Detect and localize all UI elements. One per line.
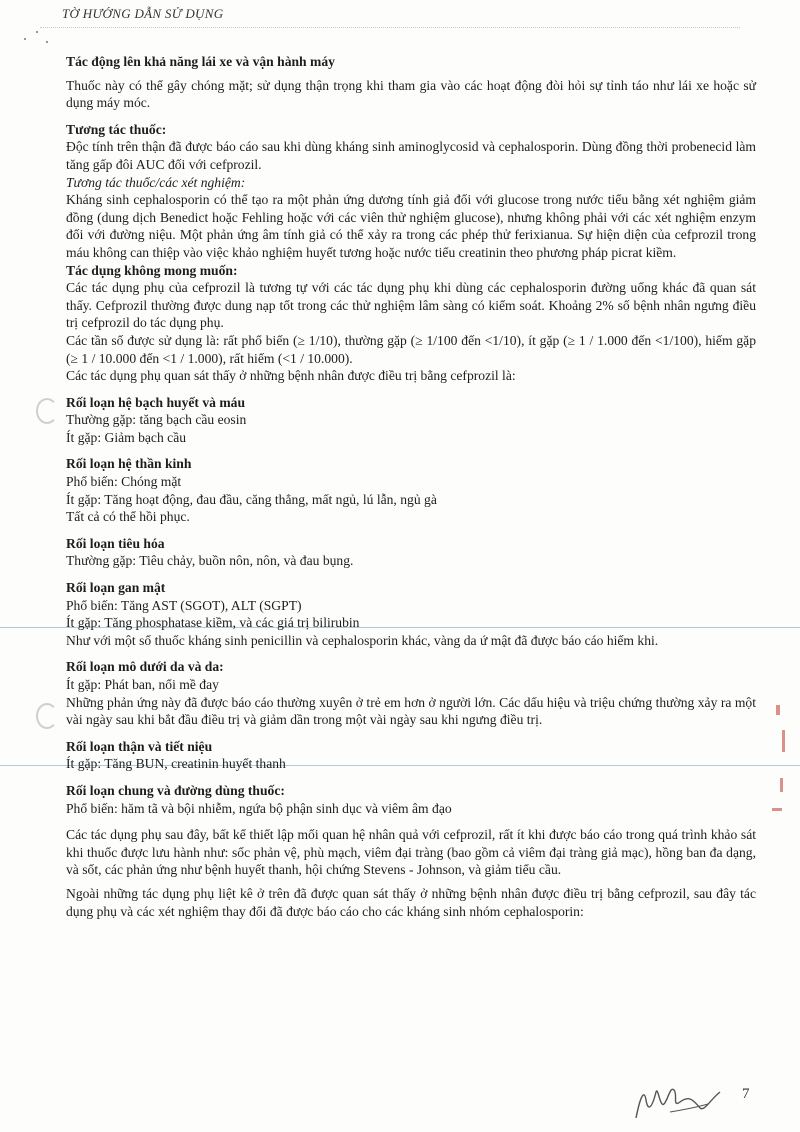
kidney-line-1: Ít gặp: Tăng BUN, creatinin huyết thanh xyxy=(66,756,286,772)
nervous-line-3: Tất cả có thể hồi phục. xyxy=(66,509,190,525)
section-heading-general: Rối loạn chung và đường dùng thuốc: xyxy=(66,782,285,798)
margin-mark xyxy=(780,778,783,792)
section-heading-liver: Rối loạn gan mật xyxy=(66,580,166,596)
section-heading-driving: Tác động lên khả năng lái xe và vận hành máy xyxy=(66,54,335,69)
page-number: 7 xyxy=(742,1086,750,1102)
interactions-text: Độc tính trên thận đã được báo cáo sau khi dùng kháng sinh aminoglycosid và cephalosporin. Dùng đồng thời probenecid làm tăng gấp đôi AUC đối với cefprozil. xyxy=(66,139,756,172)
general-paragraph-2: Ngoài những tác dụng phụ liệt kê ở trên đã được quan sát thấy ở những bệnh nhân được điều trị bằng cefprozil, sau đây tác dụng phụ và các xét nghiệm thay đổi đã được báo cáo cho các kháng sinh nhóm cephalosporin: xyxy=(66,885,756,919)
section-heading-lymph: Rối loạn hệ bạch huyết và máu xyxy=(66,394,246,410)
liver-line-2: Ít gặp: Tăng phosphatase kiềm, và các giá trị bilirubin xyxy=(66,615,360,631)
section-heading-interactions: Tương tác thuốc: xyxy=(66,121,167,137)
general-paragraph-1: Các tác dụng phụ sau đây, bất kể thiết lập mối quan hệ nhân quả với cefprozil, rất ít khi được báo cáo trong quá trình khảo sát khi thuốc được lưu hành như: sốc phản vệ, phù mạch, viêm đại tràng (bao gồm cả viêm đại tràng giả mạc), hồng ban đa dạng, và sốt, các phản ứng như bệnh huyết thanh, hội chứng Stevens - Johnson, và giảm tiểu cầu. xyxy=(66,827,756,878)
driving-text: Thuốc này có thể gây chóng mặt; sử dụng thận trọng khi tham gia vào các hoạt động đòi hỏi sự tỉnh táo như lái xe hoặc sử dụng máy móc. xyxy=(66,77,756,111)
lymph-line-1: Thường gặp: tăng bạch cầu eosin xyxy=(66,412,247,428)
section-heading-adverse: Tác dụng không mong muốn: xyxy=(66,262,238,278)
header-rule xyxy=(40,27,740,28)
adverse-text-1: Các tác dụng phụ của cefprozil là tương tự với các tác dụng phụ khi dùng các cephalosporin đường uống khác đã quan sát thấy. Cefprozil thường được dung nạp tốt trong các thử nghiệm lâm sàng có kiểm soát. Khoảng 2% số bệnh nhân ngưng điều trị cefprozil do tác dụng phụ. xyxy=(66,280,756,331)
skin-line-1: Ít gặp: Phát ban, nổi mề đay xyxy=(66,677,219,692)
scan-speck xyxy=(36,31,38,33)
section-heading-nervous: Rối loạn hệ thần kinh xyxy=(66,456,192,472)
section-heading-kidney: Rối loạn thận và tiết niệu xyxy=(66,738,213,754)
lab-interactions-heading: Tương tác thuốc/các xét nghiệm: xyxy=(66,174,246,190)
punch-hole xyxy=(36,398,58,424)
punch-hole xyxy=(36,703,58,729)
scan-speck xyxy=(24,38,26,40)
margin-mark xyxy=(776,705,780,715)
section-heading-digestive: Rối loạn tiêu hóa xyxy=(66,535,165,551)
signature xyxy=(630,1078,730,1124)
adverse-frequency-text: Các tần số được sử dụng là: rất phổ biến (≥ 1/10), thường gặp (≥ 1/100 đến <1/10), ít gặp (≥ 1 / 1.000 đến <1/100), hiếm gặp (≥ 1 / 10.000 đến <1 / 1.000), rất hiếm (<1 / 10.000). xyxy=(66,332,756,366)
digestive-line-1: Thường gặp: Tiêu chảy, buồn nôn, nôn, và đau bụng. xyxy=(66,553,354,569)
liver-line-1: Phổ biến: Tăng AST (SGOT), ALT (SGPT) xyxy=(66,597,302,613)
document-header: TỜ HƯỚNG DẪN SỬ DỤNG xyxy=(62,6,224,21)
nervous-line-1: Phổ biến: Chóng mặt xyxy=(66,474,182,490)
general-line-1: Phổ biến: hăm tã và bội nhiễm, ngứa bộ phận sinh dục và viêm âm đạo xyxy=(66,800,452,816)
scan-speck xyxy=(46,41,48,43)
lab-interactions-text: Kháng sinh cephalosporin có thể tạo ra một phản ứng dương tính giả đối với glucose trong nước tiểu bằng xét nghiệm giảm đồng (dung dịch Benedict hoặc Fehling hoặc với các viên thử nghiệm glucose), nhưng không phải với các xét nghiệm enzym đối với đường niệu. Một phản ứng âm tính giả có thể xảy ra trong các phép thử ferixianua. Sự hiện diện của cefprozil trong máu không can thiệp vào việc khảo nghiệm huyết tương hoặc nước tiểu creatinin theo phương pháp picrat kiềm. xyxy=(66,192,756,260)
section-heading-skin: Rối loạn mô dưới da và da: xyxy=(66,659,224,675)
skin-line-2: Những phản ứng này đã được báo cáo thường xuyên ở trẻ em hơn ở người lớn. Các dấu hiệu và triệu chứng thường xảy ra một vài ngày sau khi bắt đầu điều trị và giảm dần trong một vài ngày sau khi ngưng điều trị. xyxy=(66,694,756,728)
document-body xyxy=(66,53,756,920)
liver-line-3: Như với một số thuốc kháng sinh penicillin và cephalosporin khác, vàng da ứ mật đã được báo cáo hiếm khi. xyxy=(66,632,659,648)
margin-mark xyxy=(772,808,782,811)
margin-mark xyxy=(782,730,785,752)
lymph-line-2: Ít gặp: Giảm bạch cầu xyxy=(66,429,187,445)
nervous-line-2: Ít gặp: Tăng hoạt động, đau đầu, căng thẳng, mất ngủ, lú lẫn, ngủ gà xyxy=(66,491,437,507)
adverse-intro-text: Các tác dụng phụ quan sát thấy ở những bệnh nhân được điều trị bằng cefprozil là: xyxy=(66,368,516,384)
